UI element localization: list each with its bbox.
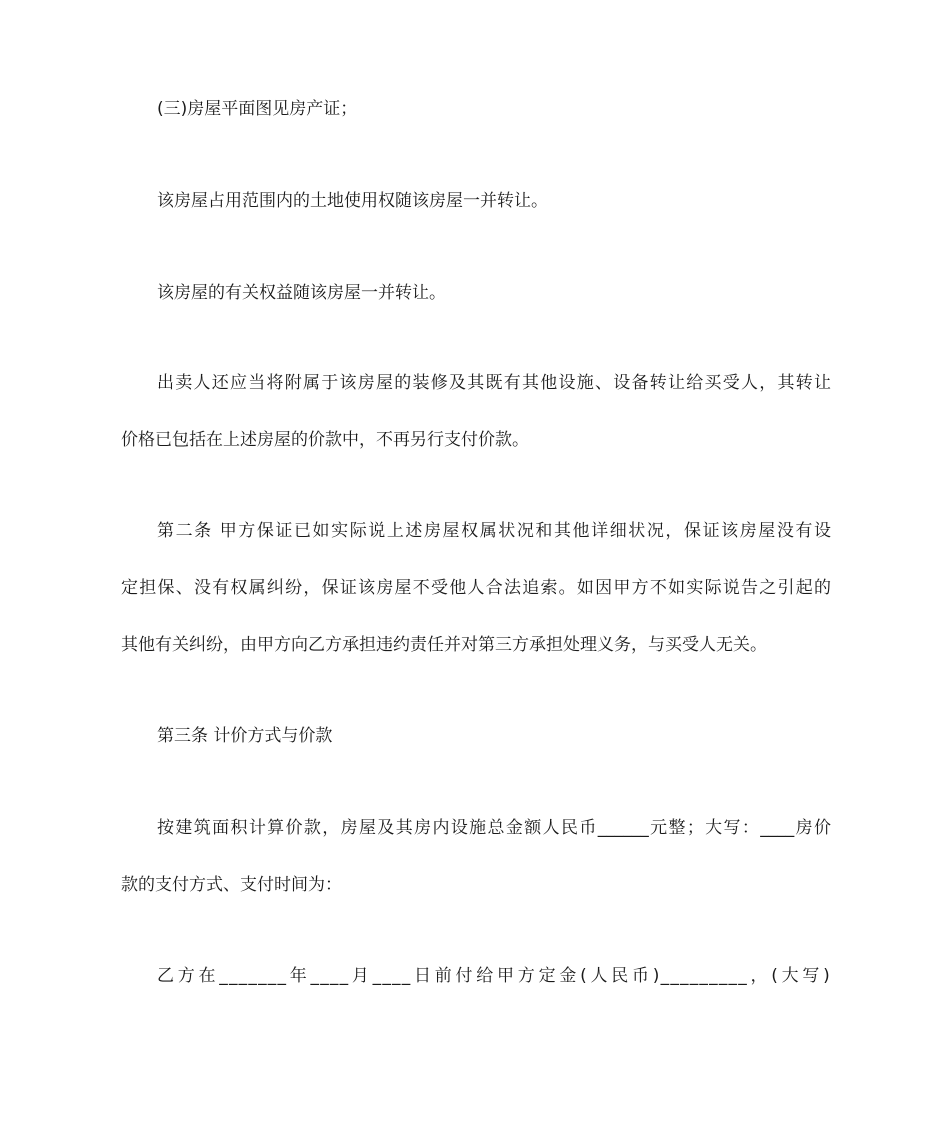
text-line: 按建筑面积计算价款，房屋及其房内设施总金额人民币______元整；大写：____房价 <box>157 818 831 838</box>
text-line: 其他有关纠纷，由甲方向乙方承担违约责任并对第三方承担处理义务，与买受人无关。 <box>121 635 767 655</box>
text-line: 该房屋占用范围内的土地使用权随该房屋一并转让。 <box>157 191 548 211</box>
text-line: 乙方在_______年____月____日前付给甲方定金(人民币)_________，(大写) <box>157 966 831 986</box>
text-line: 定担保、没有权属纠纷，保证该房屋不受他人合法追索。如因甲方不如实际说告之引起的 <box>121 578 831 598</box>
section-heading: 第三条 计价方式与价款 <box>157 726 333 746</box>
text-line: 款的支付方式、支付时间为： <box>121 875 342 895</box>
text-line: 出卖人还应当将附属于该房屋的装修及其既有其他设施、设备转让给买受人，其转让 <box>157 373 831 393</box>
text-line: 第二条 甲方保证已如实际说上述房屋权属状况和其他详细状况，保证该房屋没有设 <box>157 521 831 541</box>
text-line: 价格已包括在上述房屋的价款中，不再另行支付价款。 <box>121 430 529 450</box>
text-line: 该房屋的有关权益随该房屋一并转让。 <box>157 283 446 303</box>
text-line: (三)房屋平面图见房产证； <box>157 99 358 119</box>
